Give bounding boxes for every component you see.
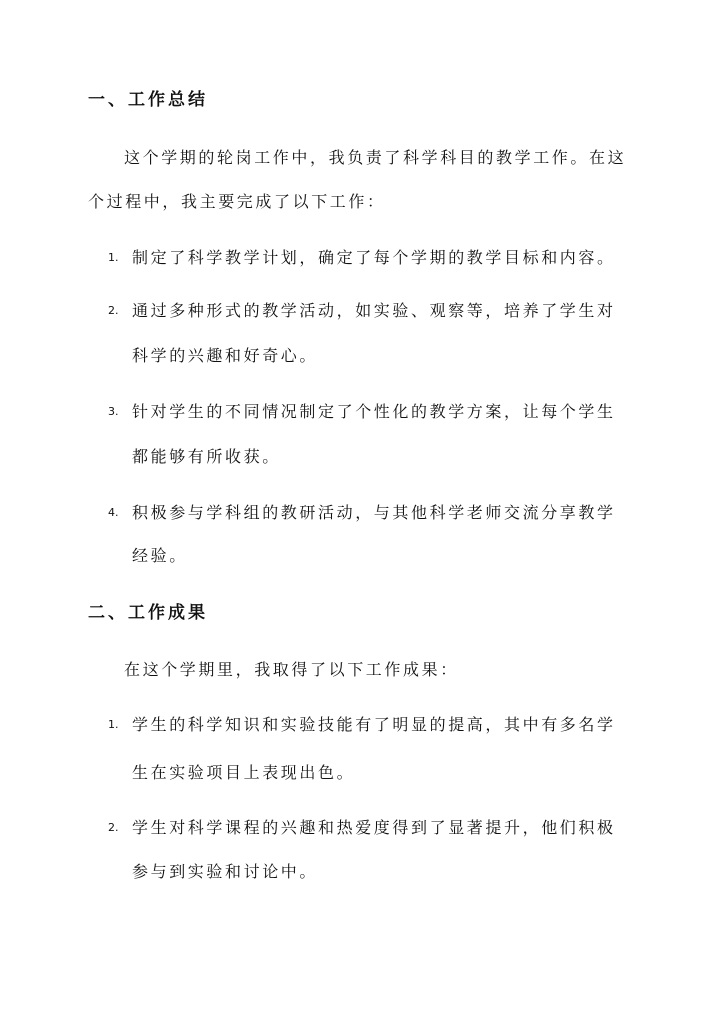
list-item-text: 通过多种形式的教学活动，如实验、观察等，培养了学生对 [132, 301, 616, 320]
list-item-number: 1. [108, 718, 119, 731]
list-item-number: 1. [108, 251, 119, 264]
list-item-text: 学生的科学知识和实验技能有了明显的提高，其中有多名学 [132, 715, 616, 734]
list-item-number: 2. [108, 821, 119, 834]
list-item-text-continued: 参与到实验和讨论中。 [132, 862, 319, 881]
section-heading-work-summary: 一、工作总结 [88, 90, 208, 110]
list-item-text-continued: 都能够有所收获。 [132, 447, 281, 466]
paragraph-line: 这个学期的轮岗工作中，我负责了科学科目的教学工作。在这 [124, 148, 627, 167]
section-heading-work-results: 二、工作成果 [88, 603, 208, 623]
list-item-text: 积极参与学科组的教研活动，与其他科学老师交流分享教学 [132, 503, 616, 522]
list-item-number: 4. [108, 506, 119, 519]
list-item-text-continued: 生在实验项目上表现出色。 [132, 763, 356, 782]
list-item-number: 3. [108, 405, 119, 418]
list-item-text: 制定了科学教学计划，确定了每个学期的教学目标和内容。 [132, 248, 616, 267]
list-item-text-continued: 科学的兴趣和好奇心。 [132, 346, 319, 365]
paragraph-line: 个过程中，我主要完成了以下工作： [88, 192, 386, 211]
list-item-text: 针对学生的不同情况制定了个性化的教学方案，让每个学生 [132, 402, 616, 421]
paragraph-line: 在这个学期里，我取得了以下工作成果： [124, 660, 459, 679]
list-item-text-continued: 经验。 [132, 546, 188, 565]
list-item-number: 2. [108, 304, 119, 317]
list-item-text: 学生对科学课程的兴趣和热爱度得到了显著提升，他们积极 [132, 818, 616, 837]
